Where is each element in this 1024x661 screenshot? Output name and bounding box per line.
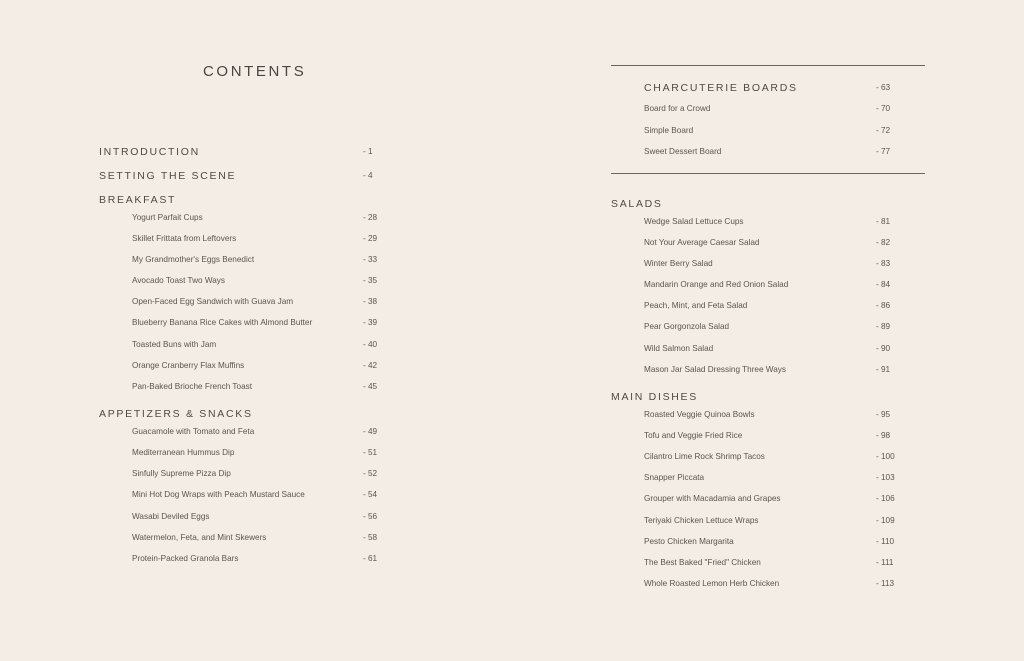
page-number: - 52 bbox=[363, 469, 378, 478]
toc-item[interactable]: Avocado Toast Two Ways bbox=[132, 276, 225, 285]
page-number: - 113 bbox=[876, 579, 895, 588]
toc-item[interactable]: Mason Jar Salad Dressing Three Ways bbox=[644, 365, 786, 374]
toc-section-appetizers: APPETIZERS & SNACKS bbox=[99, 408, 253, 420]
toc-item[interactable]: Pan-Baked Brioche French Toast bbox=[132, 382, 252, 391]
page-number: - 38 bbox=[363, 297, 378, 306]
page-number: - 90 bbox=[876, 344, 891, 353]
toc-item[interactable]: Orange Cranberry Flax Muffins bbox=[132, 361, 245, 370]
toc-item[interactable]: Mandarin Orange and Red Onion Salad bbox=[644, 280, 789, 289]
toc-item[interactable]: Sinfully Supreme Pizza Dip bbox=[132, 469, 231, 478]
page-number: - 111 bbox=[876, 558, 894, 567]
toc-item[interactable]: Yogurt Parfait Cups bbox=[132, 213, 203, 222]
toc-item[interactable]: Guacamole with Tomato and Feta bbox=[132, 427, 255, 436]
toc-item[interactable]: Toasted Buns with Jam bbox=[132, 340, 217, 349]
page-number: - 28 bbox=[363, 213, 378, 222]
page-number: - 39 bbox=[363, 318, 378, 327]
page-number: - 83 bbox=[876, 259, 891, 268]
toc-item[interactable]: Open-Faced Egg Sandwich with Guava Jam bbox=[132, 297, 294, 306]
toc-item[interactable]: Wedge Salad Lettuce Cups bbox=[644, 217, 744, 226]
page-number: - 70 bbox=[876, 104, 891, 113]
page-number: - 84 bbox=[876, 280, 891, 289]
toc-item[interactable]: Peach, Mint, and Feta Salad bbox=[644, 301, 748, 310]
toc-item[interactable]: Tofu and Veggie Fried Rice bbox=[644, 431, 743, 440]
page-number: - 51 bbox=[363, 448, 378, 457]
page-number: - 29 bbox=[363, 234, 378, 243]
page-number: - 86 bbox=[876, 301, 891, 310]
page-number: - 91 bbox=[876, 365, 891, 374]
toc-item[interactable]: Not Your Average Caesar Salad bbox=[644, 238, 760, 247]
toc-item[interactable]: Teriyaki Chicken Lettuce Wraps bbox=[644, 516, 759, 525]
toc-section-salads: SALADS bbox=[611, 198, 663, 210]
page-number: - 82 bbox=[876, 238, 891, 247]
page-number: - 58 bbox=[363, 533, 378, 542]
page-number: - 106 bbox=[876, 494, 895, 503]
divider-top bbox=[611, 65, 925, 66]
toc-item[interactable]: Mini Hot Dog Wraps with Peach Mustard Sauce bbox=[132, 490, 305, 499]
toc-item[interactable]: Snapper Piccata bbox=[644, 473, 705, 482]
toc-item[interactable]: My Grandmother's Eggs Benedict bbox=[132, 255, 255, 264]
toc-section-main-dishes: MAIN DISHES bbox=[611, 391, 698, 403]
toc-item[interactable]: Wasabi Deviled Eggs bbox=[132, 512, 210, 521]
toc-item[interactable]: Grouper with Macadamia and Grapes bbox=[644, 494, 781, 503]
page-number: - 54 bbox=[363, 490, 378, 499]
page-number: - 56 bbox=[363, 512, 378, 521]
toc-item[interactable]: Protein-Packed Granola Bars bbox=[132, 554, 239, 563]
toc-item[interactable]: Winter Berry Salad bbox=[644, 259, 713, 268]
page-number: - 42 bbox=[363, 361, 378, 370]
toc-item[interactable]: Skillet Frittata from Leftovers bbox=[132, 234, 237, 243]
page-number: - 49 bbox=[363, 427, 378, 436]
contents-title: CONTENTS bbox=[203, 63, 307, 80]
toc-section-charcuterie[interactable]: CHARCUTERIE BOARDS bbox=[644, 82, 798, 94]
toc-section-setting-the-scene[interactable]: SETTING THE SCENE bbox=[99, 170, 237, 182]
toc-section-introduction[interactable]: INTRODUCTION bbox=[99, 146, 200, 158]
divider-bottom bbox=[611, 173, 925, 174]
toc-item[interactable]: Cilantro Lime Rock Shrimp Tacos bbox=[644, 452, 765, 461]
page-number: - 61 bbox=[363, 554, 378, 563]
page-number: - 95 bbox=[876, 410, 891, 419]
page-number: - 4 bbox=[363, 171, 373, 180]
page-number: - 98 bbox=[876, 431, 891, 440]
toc-item[interactable]: Mediterranean Hummus Dip bbox=[132, 448, 235, 457]
page-number: - 103 bbox=[876, 473, 895, 482]
toc-item[interactable]: Whole Roasted Lemon Herb Chicken bbox=[644, 579, 780, 588]
page-number: - 77 bbox=[876, 147, 891, 156]
page-number: - 110 bbox=[876, 537, 895, 546]
toc-item[interactable]: Blueberry Banana Rice Cakes with Almond Butter bbox=[132, 318, 313, 327]
page-number: - 35 bbox=[363, 276, 378, 285]
page-number: - 72 bbox=[876, 126, 891, 135]
toc-item[interactable]: Pear Gorgonzola Salad bbox=[644, 322, 730, 331]
page-number: - 81 bbox=[876, 217, 891, 226]
toc-item[interactable]: Roasted Veggie Quinoa Bowls bbox=[644, 410, 755, 419]
toc-section-breakfast: BREAKFAST bbox=[99, 194, 177, 206]
page-number: - 63 bbox=[876, 83, 891, 92]
toc-item[interactable]: Board for a Crowd bbox=[644, 104, 711, 113]
toc-item[interactable]: Pesto Chicken Margarita bbox=[644, 537, 734, 546]
page-number: - 109 bbox=[876, 516, 895, 525]
toc-item[interactable]: Wild Salmon Salad bbox=[644, 344, 714, 353]
page-number: - 45 bbox=[363, 382, 378, 391]
toc-item[interactable]: Watermelon, Feta, and Mint Skewers bbox=[132, 533, 267, 542]
toc-item[interactable]: Simple Board bbox=[644, 126, 694, 135]
page-number: - 40 bbox=[363, 340, 378, 349]
page-number: - 33 bbox=[363, 255, 378, 264]
page-number: - 1 bbox=[363, 147, 373, 156]
page-number: - 89 bbox=[876, 322, 891, 331]
toc-item[interactable]: The Best Baked "Fried" Chicken bbox=[644, 558, 761, 567]
toc-item[interactable]: Sweet Dessert Board bbox=[644, 147, 722, 156]
page-number: - 100 bbox=[876, 452, 895, 461]
